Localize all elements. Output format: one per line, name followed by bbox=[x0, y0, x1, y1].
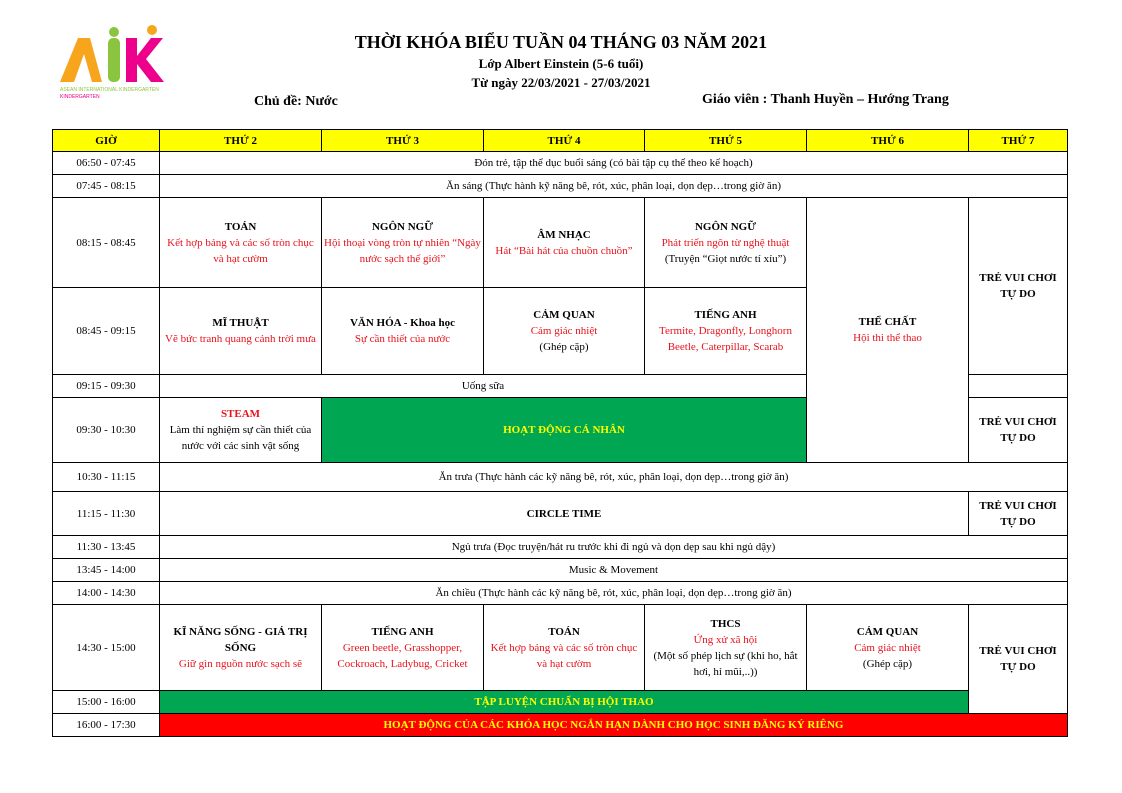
header-wed: THỨ 4 bbox=[484, 130, 645, 152]
lesson-title: CẢM QUAN bbox=[856, 625, 919, 638]
date-line: Từ ngày 22/03/2021 - 27/03/2021 bbox=[471, 75, 651, 90]
lesson-note: (Truyện “Giọt nước tí xíu”) bbox=[664, 252, 787, 265]
circle-time-cell: CIRCLE TIME bbox=[160, 492, 969, 536]
lesson-cell bbox=[322, 198, 484, 288]
lesson-cell bbox=[322, 288, 484, 375]
lesson-desc: Phát triển ngôn từ nghệ thuật bbox=[661, 236, 790, 249]
lesson-note: (Ghép cặp) bbox=[539, 341, 589, 353]
activity-cell: Ăn chiều (Thực hành các kỹ năng bê, rót, xúc, phân loại, dọn dẹp…trong giờ ăn) bbox=[160, 582, 1068, 605]
page-title: THỜI KHÓA BIỂU TUẦN 04 THÁNG 03 NĂM 2021 bbox=[354, 32, 768, 52]
time-cell: 16:00 - 17:30 bbox=[53, 714, 160, 737]
lesson-cell bbox=[645, 288, 807, 375]
lesson-cell bbox=[645, 605, 807, 691]
lesson-cell bbox=[484, 288, 645, 375]
lesson-title: CẢM QUAN bbox=[533, 309, 595, 321]
activity-cell: Music & Movement bbox=[160, 559, 1068, 582]
lesson-desc: Kết hợp bảng và các số tròn chục và hạt cườm bbox=[167, 236, 314, 265]
lesson-cell bbox=[484, 605, 645, 691]
free-play-cell: TRẺ VUI CHƠI TỰ DO bbox=[969, 398, 1068, 463]
lesson-cell bbox=[322, 605, 484, 691]
lesson-desc: Cảm giác nhiệt bbox=[530, 325, 598, 337]
lesson-title: THCS bbox=[710, 617, 741, 630]
lesson-desc: Làm thí nghiệm sự cần thiết của nước với các sinh vật sống bbox=[169, 424, 312, 452]
header-mon: THỨ 2 bbox=[160, 130, 322, 152]
class-line: Lớp Albert Einstein (5-6 tuổi) bbox=[478, 56, 644, 71]
lesson-desc: Kết hợp bảng và các số tròn chục và hạt cườm bbox=[490, 641, 638, 670]
time-cell: 07:45 - 08:15 bbox=[53, 175, 160, 198]
theme-label: Chủ đề: Nước bbox=[254, 94, 338, 109]
time-cell: 09:30 - 10:30 bbox=[53, 398, 160, 463]
free-play-cell: TRẺ VUI CHƠI TỰ DO bbox=[969, 605, 1068, 714]
lesson-title: KĨ NĂNG SỐNG - GIÁ TRỊ SỐNG bbox=[173, 625, 308, 654]
lesson-cell bbox=[807, 605, 969, 691]
logo-text: ASEAN INTERNATIONAL KINDERGARTEN bbox=[60, 87, 159, 93]
activity-cell: Ngủ trưa (Đọc truyện/hát ru trước khi đi ngủ và dọn dẹp sau khi ngủ dậy) bbox=[160, 536, 1068, 559]
lesson-note: (Ghép cặp) bbox=[862, 657, 913, 670]
lesson-desc: Vẽ bức tranh quang cảnh trời mưa bbox=[165, 333, 316, 345]
activity-cell: Ăn sáng (Thực hành kỹ năng bê, rót, xúc, phân loại, dọn dẹp…trong giờ ăn) bbox=[160, 175, 1068, 198]
header-thu: THỨ 5 bbox=[645, 130, 807, 152]
lesson-cell bbox=[807, 198, 969, 463]
lesson-title: NGÔN NGỮ bbox=[371, 220, 433, 233]
header-fri: THỨ 6 bbox=[807, 130, 969, 152]
lesson-title: TIẾNG ANH bbox=[694, 309, 757, 321]
lesson-cell bbox=[160, 198, 322, 288]
lesson-title: TOÁN bbox=[548, 625, 580, 638]
lesson-title: VĂN HÓA - Khoa học bbox=[349, 317, 456, 329]
svg-text:KINDERGARTEN: KINDERGARTEN bbox=[60, 94, 100, 100]
lesson-desc: Giữ gìn nguồn nước sạch sẽ bbox=[178, 657, 303, 670]
lesson-desc: Ứng xử xã hội bbox=[693, 633, 758, 646]
lesson-title: TOÁN bbox=[224, 220, 257, 233]
lesson-cell bbox=[645, 198, 807, 288]
lesson-desc: Green beetle, Grasshopper, Cockroach, Ladybug, Cricket bbox=[337, 641, 468, 670]
time-cell: 11:30 - 13:45 bbox=[53, 536, 160, 559]
time-cell: 11:15 - 11:30 bbox=[53, 492, 160, 536]
header-sat: THỨ 7 bbox=[969, 130, 1068, 152]
timetable bbox=[52, 129, 1068, 737]
lesson-cell bbox=[160, 398, 322, 463]
individual-activity-cell: HOẠT ĐỘNG CÁ NHÂN bbox=[322, 398, 807, 463]
lesson-desc: Sự cần thiết của nước bbox=[354, 333, 451, 345]
time-cell: 06:50 - 07:45 bbox=[53, 152, 160, 175]
activity-cell: Đón trẻ, tập thể dục buổi sáng (có bài tập cụ thể theo kế hoạch) bbox=[160, 152, 1068, 175]
time-cell: 10:30 - 11:15 bbox=[53, 463, 160, 492]
lesson-desc: Hội thoại vòng tròn tự nhiên “Ngày nước sạch thế giới” bbox=[324, 236, 481, 265]
time-cell: 09:15 - 09:30 bbox=[53, 375, 160, 398]
lesson-cell bbox=[160, 288, 322, 375]
lesson-desc: Hát “Bài hát của chuồn chuồn” bbox=[495, 244, 633, 257]
free-play-cell: TRẺ VUI CHƠI TỰ DO bbox=[969, 198, 1068, 375]
lesson-title: MĨ THUẬT bbox=[212, 317, 269, 329]
short-course-cell: HOẠT ĐỘNG CỦA CÁC KHÓA HỌC NGẮN HẠN DÀNH CHO HỌC SINH ĐĂNG KÝ RIÊNG bbox=[160, 714, 1068, 737]
lesson-desc: Cảm giác nhiệt bbox=[854, 641, 921, 654]
time-cell: 15:00 - 16:00 bbox=[53, 691, 160, 714]
lesson-title: THỂ CHẤT bbox=[858, 316, 917, 328]
activity-cell: Uống sữa bbox=[160, 375, 807, 398]
sports-practice-cell: TẬP LUYỆN CHUẨN BỊ HỘI THAO bbox=[160, 691, 969, 714]
lesson-title: ÂM NHẠC bbox=[537, 228, 591, 241]
lesson-title: TIẾNG ANH bbox=[371, 625, 434, 638]
time-cell: 08:45 - 09:15 bbox=[53, 288, 160, 375]
header-tue: THỨ 3 bbox=[322, 130, 484, 152]
lesson-title: STEAM bbox=[220, 408, 261, 420]
time-cell: 14:00 - 14:30 bbox=[53, 582, 160, 605]
empty-cell bbox=[969, 375, 1068, 398]
lesson-cell bbox=[484, 198, 645, 288]
free-play-cell: TRẺ VUI CHƠI TỰ DO bbox=[969, 492, 1068, 536]
lesson-desc: Hội thi thể thao bbox=[853, 332, 922, 344]
time-cell: 14:30 - 15:00 bbox=[53, 605, 160, 691]
lesson-note: (Một số phép lịch sự (khi ho, hắt hơi, hỉ mũi,..)) bbox=[653, 649, 798, 678]
lesson-cell bbox=[160, 605, 322, 691]
teacher-label: Giáo viên : Thanh Huyền – Hướng Trang bbox=[702, 92, 949, 107]
time-cell: 13:45 - 14:00 bbox=[53, 559, 160, 582]
lesson-title: NGÔN NGỮ bbox=[694, 220, 756, 233]
lesson-desc: Termite, Dragonfly, Longhorn Beetle, Caterpillar, Scarab bbox=[659, 325, 792, 353]
header-time: GIỜ bbox=[53, 130, 160, 152]
time-cell: 08:15 - 08:45 bbox=[53, 198, 160, 288]
activity-cell: Ăn trưa (Thực hành các kỹ năng bê, rót, xúc, phân loại, dọn dẹp…trong giờ ăn) bbox=[160, 463, 1068, 492]
